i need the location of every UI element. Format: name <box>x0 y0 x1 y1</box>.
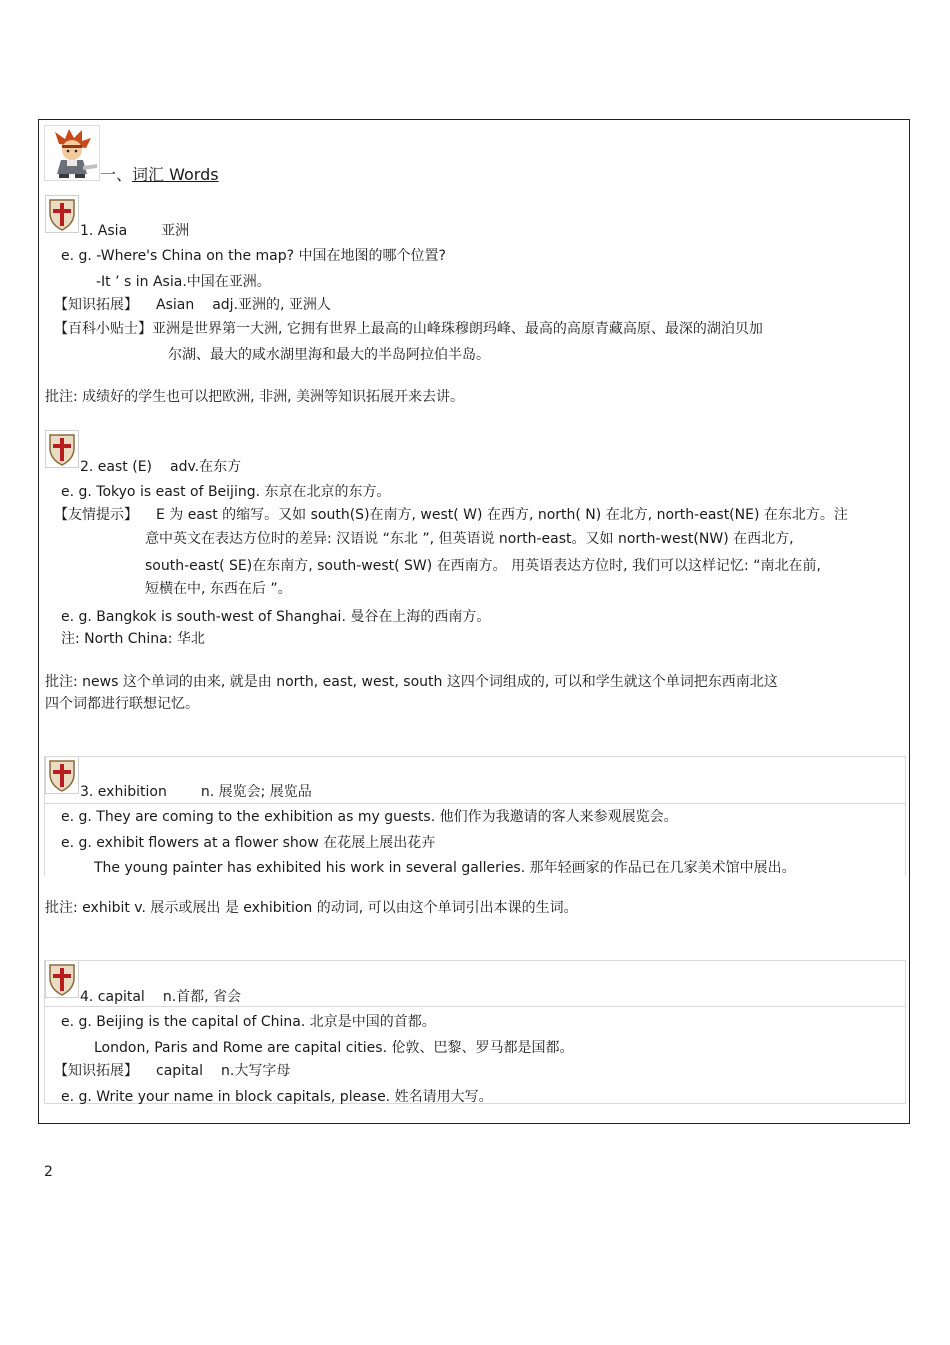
friendly-tip-line-3: south-east( SE)在东南方, south-west( SW) 在西南方。 用英语表达方位时, 我们可以这样记忆: “南北在前, <box>145 558 821 574</box>
teacher-note: 批注: exhibit v. 展示或展出 是 exhibition 的动词, 可以由这个单词引出本课的生词。 <box>45 900 578 916</box>
example: e. g. Bangkok is south-west of Shanghai. 曼谷在上海的西南方。 <box>61 609 491 625</box>
headword: 4. capital <box>80 989 145 1005</box>
teacher-note: 批注: news 这个单词的由来, 就是由 north, east, west, south 这四个词组成的, 可以和学生就这个单词把东西南北这 <box>45 674 778 690</box>
divider <box>44 1006 906 1007</box>
encyclopedia-tip: 【百科小贴士】亚洲是世界第一大洲, 它拥有世界上最高的山峰珠穆朗玛峰、最高的高原青藏高原、最深的湖泊贝加 <box>54 321 763 337</box>
headword: 2. east (E) <box>80 459 153 475</box>
friendly-tip-line-2: 意中英文在表达方位时的差异: 汉语说 “东北 ”, 但英语说 north-east。又如 north-west(NW) 在西北方, <box>145 531 794 547</box>
teacher-note: 批注: 成绩好的学生也可以把欧洲, 非洲, 美洲等知识拓展开来去讲。 <box>45 389 464 405</box>
shield-icon <box>45 430 79 468</box>
friendly-tip: 【友情提示】 E 为 east 的缩写。又如 south(S)在南方, west( W) 在西方, north( N) 在北方, north-east(NE) 在东北方。注 <box>54 507 848 523</box>
section-heading <box>100 164 219 186</box>
knowledge-extension: 【知识拓展】 capital n.大写字母 <box>54 1063 291 1079</box>
example: e. g. Write your name in block capitals, please. 姓名请用大写。 <box>61 1089 493 1105</box>
example: e. g. -Where's China on the map? 中国在地图的哪个位置? <box>61 248 446 264</box>
note: 注: North China: 华北 <box>61 631 205 647</box>
heading-title: 词汇 Words <box>132 165 219 184</box>
page-number: 2 <box>44 1164 53 1180</box>
headword: 3. exhibition <box>80 784 167 800</box>
word-4-box <box>44 960 906 1104</box>
meaning: adv.在东方 <box>170 459 242 475</box>
word-4-entry <box>80 988 241 1006</box>
meaning: n. 展览会; 展览品 <box>200 784 312 800</box>
cartoon-avatar-icon <box>44 125 100 181</box>
example: e. g. Beijing is the capital of China. 北京是中国的首都。 <box>61 1014 436 1030</box>
example: e. g. Tokyo is east of Beijing. 东京在北京的东方。 <box>61 484 391 500</box>
example-continued: London, Paris and Rome are capital cities. 伦敦、巴黎、罗马都是国都。 <box>94 1040 574 1056</box>
meaning: 亚洲 <box>161 223 190 239</box>
example: e. g. They are coming to the exhibition as my guests. 他们作为我邀请的客人来参观展览会。 <box>61 809 678 825</box>
friendly-tip-line-4: 短横在中, 东西在后 ”。 <box>145 581 292 597</box>
example-continued: The young painter has exhibited his work in several galleries. 那年轻画家的作品已在几家美术馆中展出。 <box>94 860 796 876</box>
heading-prefix: 一、 <box>100 165 133 184</box>
divider <box>44 803 906 804</box>
word-2-entry <box>80 458 241 476</box>
encyclopedia-tip-continued: 尔湖、最大的咸水湖里海和最大的半岛阿拉伯半岛。 <box>168 347 490 363</box>
example: e. g. exhibit flowers at a flower show 在花展上展出花卉 <box>61 835 436 851</box>
shield-icon <box>45 195 79 233</box>
example-answer: -It ’ s in Asia.中国在亚洲。 <box>96 274 271 290</box>
knowledge-extension: 【知识拓展】 Asian adj.亚洲的, 亚洲人 <box>54 297 331 313</box>
meaning: n.首都, 省会 <box>162 989 242 1005</box>
teacher-note-continued: 四个词都进行联想记忆。 <box>45 696 199 712</box>
headword: 1. Asia <box>80 223 128 239</box>
word-3-entry <box>80 783 312 801</box>
word-1-entry <box>80 222 189 240</box>
